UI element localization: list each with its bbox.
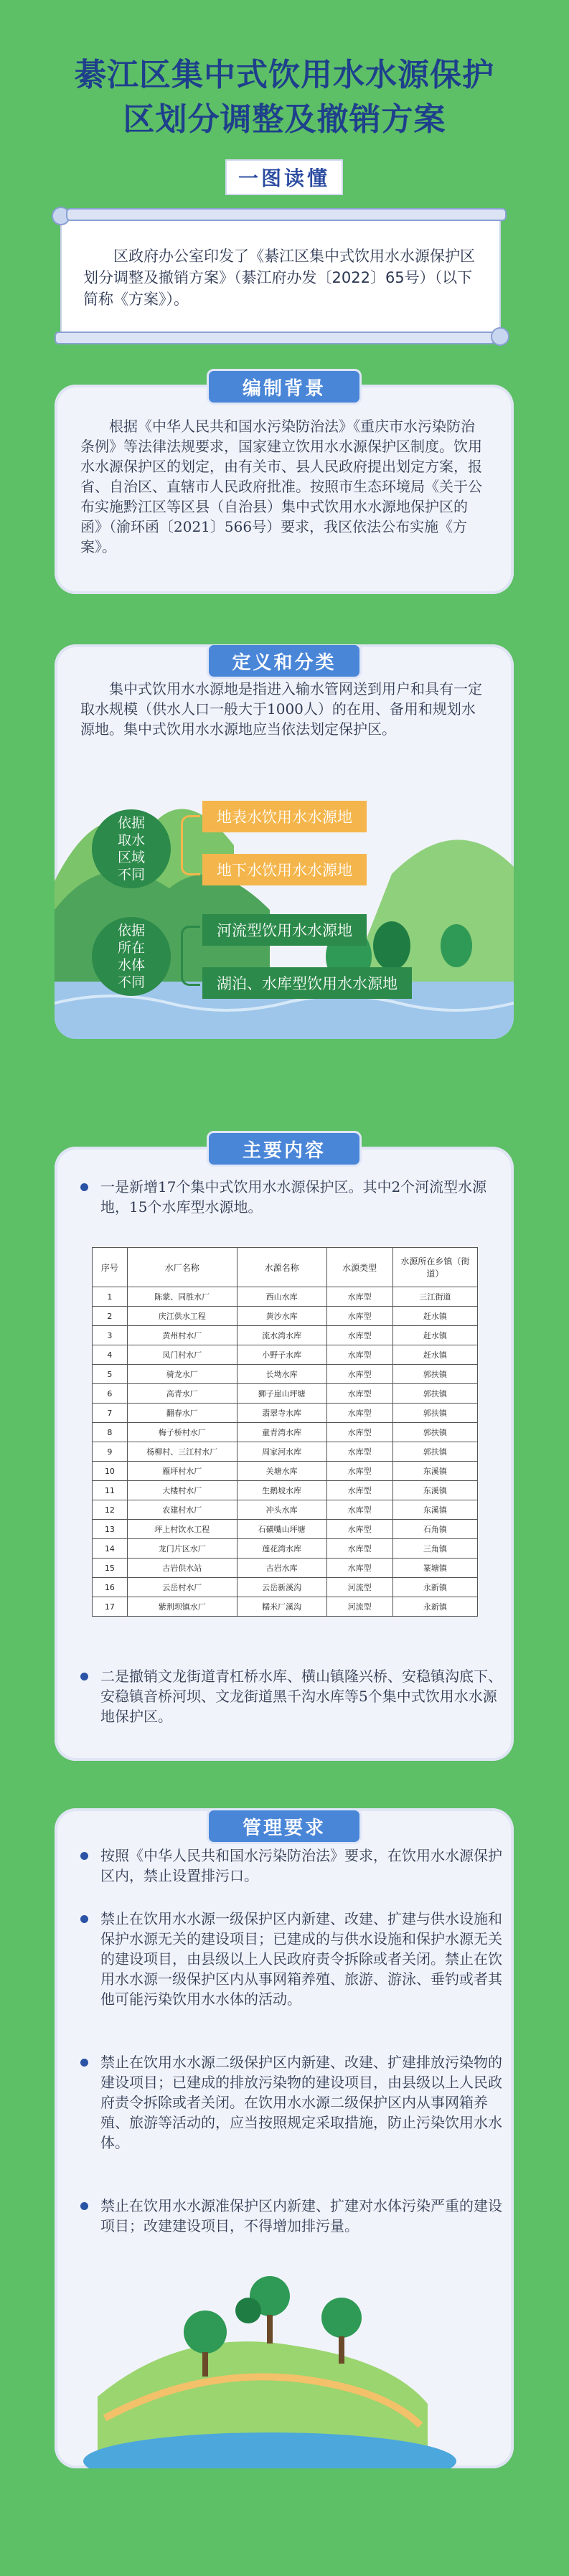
table-cell: 14: [93, 1539, 128, 1559]
page-title: [0, 53, 569, 142]
table-cell: 4: [93, 1345, 128, 1365]
table-cell: 8: [93, 1423, 128, 1442]
tree-3: [441, 924, 472, 967]
table-cell: 东溪镇: [392, 1462, 477, 1481]
table-cell: 流水湾水库: [237, 1326, 326, 1345]
table-cell: 水库型: [326, 1365, 392, 1384]
header-source: 水源名称: [237, 1248, 326, 1287]
table-cell: 云岳村水厂: [127, 1578, 237, 1597]
table-cell: 高青水厂: [127, 1384, 237, 1404]
table-row: [93, 1287, 478, 1307]
table-cell: 长坳水库: [237, 1365, 326, 1384]
main-point-2: 二是撤销文龙街道青杠桥水库、横山镇隆兴桥、安稳镇沟底下、安稳镇音桥河坝、文龙街道黑千沟水库等5个集中式饮用水水源地保护区。: [80, 1666, 509, 1726]
table-row: [93, 1462, 478, 1481]
background-heading: 编制背景: [207, 369, 362, 405]
table-cell: 古岩水库: [237, 1559, 326, 1578]
table-cell: 莲花湾水库: [237, 1539, 326, 1559]
main-point-1: 一是新增17个集中式饮用水水源保护区。其中2个河流型水源地，15个水库型水源地。: [80, 1177, 509, 1217]
table-row: [93, 1481, 478, 1500]
table-cell: 3: [93, 1326, 128, 1345]
table-cell: 水库型: [326, 1326, 392, 1345]
table-cell: 赶水镇: [392, 1326, 477, 1345]
island-tree-2: [184, 2311, 227, 2354]
island-trunk-3: [339, 2336, 344, 2364]
table-cell: 凤门村水厂: [127, 1345, 237, 1365]
table-cell: 骑龙水厂: [127, 1365, 237, 1384]
background-card: [55, 377, 514, 594]
circle2-line3: 水体: [117, 957, 145, 973]
table-cell: 石磺嘴山坪塘: [237, 1520, 326, 1539]
intro-scroll: [60, 214, 501, 339]
management-heading: 管理要求: [207, 1808, 362, 1844]
table-row: [93, 1578, 478, 1597]
table-cell: 永新镇: [392, 1578, 477, 1597]
category-circle-intake: [92, 809, 171, 888]
table-cell: 水库型: [326, 1423, 392, 1442]
table-cell: 17: [93, 1597, 128, 1617]
table-cell: 水库型: [326, 1442, 392, 1462]
management-card: [55, 1808, 514, 2468]
category-circle-waterbody: [92, 917, 171, 996]
table-cell: 11: [93, 1481, 128, 1500]
type-surface-water: 地表水饮用水水源地: [202, 801, 367, 832]
table-cell: 东溪镇: [392, 1481, 477, 1500]
table-cell: 冲头水库: [237, 1500, 326, 1520]
table-row: [93, 1442, 478, 1462]
island-tree-3: [321, 2298, 362, 2338]
table-cell: 紫荆坝镇水厂: [127, 1597, 237, 1617]
table-cell: 河流型: [326, 1597, 392, 1617]
intro-text: 区政府办公室印发了《綦江区集中式饮用水水源保护区划分调整及撤销方案》（綦江府办发〔2022〕65号）（以下简称《方案》）。: [83, 248, 475, 308]
definition-card: [55, 644, 514, 1039]
circle2-line1: 依据: [117, 923, 145, 939]
table-cell: 16: [93, 1578, 128, 1597]
table-row: [93, 1345, 478, 1365]
table-cell: 狮子崖山坪塘: [237, 1384, 326, 1404]
table-row: [93, 1597, 478, 1617]
table-cell: 郭扶镇: [392, 1423, 477, 1442]
table-cell: 梅子桥村水厂: [127, 1423, 237, 1442]
management-item-2: 禁止在饮用水水源一级保护区内新建、改建、扩建与供水设施和保护水源无关的建设项目；已建成的与供水设施和保护水源无关的建设项目，由县级以上人民政府责令拆除或者关闭。禁止在饮用水水源一级保护区内从事网箱养殖、旅游、游泳、垂钓或者其他可能污染饮用水水体的活动。: [80, 1909, 509, 2009]
table-cell: 杨柳村、三江村水厂: [127, 1442, 237, 1462]
table-cell: 水库型: [326, 1384, 392, 1404]
scroll-bottom-rail: [55, 332, 495, 344]
table-row: [93, 1384, 478, 1404]
table-cell: 水库型: [326, 1481, 392, 1500]
table-cell: 郭扶镇: [392, 1365, 477, 1384]
table-cell: 水库型: [326, 1500, 392, 1520]
table-cell: 坪上村饮水工程: [127, 1520, 237, 1539]
table-cell: 6: [93, 1384, 128, 1404]
definition-text: 集中式饮用水水源地是指进入输水管网送到用户和具有一定取水规模（供水人口一般大于1000人）的在用、备用和规划水源地。集中式饮用水水源地应当依法划定保护区。: [80, 680, 482, 738]
table-cell: 石角镇: [392, 1520, 477, 1539]
table-cell: 水库型: [326, 1287, 392, 1307]
scroll-top-rail: [66, 208, 507, 221]
main-heading: 主要内容: [207, 1131, 362, 1167]
table-cell: 2: [93, 1307, 128, 1326]
table-row: [93, 1539, 478, 1559]
table-cell: 陈蒙、同胜水厂: [127, 1287, 237, 1307]
subtitle-badge: 一图读懂: [225, 159, 343, 195]
island-tree-4: [235, 2298, 261, 2323]
table-cell: 翡翠寺水库: [237, 1404, 326, 1423]
table-cell: 黄沙水库: [237, 1307, 326, 1326]
title-line-1: 綦江区集中式饮用水水源保护: [75, 57, 494, 93]
table-cell: 篆塘镇: [392, 1559, 477, 1578]
background-text: 根据《中华人民共和国水污染防治法》《重庆市水污染防治条例》等法律法规要求，国家建立饮用水水源保护区制度。饮用水水源保护区的划定，由有关市、县人民政府提出划定方案，报省、自治区、直辖市人民政府批准。按照市生态环境局《关于公布实施黔江区等区县（自治县）集中式饮用水水源地保护区的函》（渝环函〔2021〕566号）要求，我区依法公布实施《方案》。: [80, 418, 482, 555]
circle1-line3: 区域: [117, 850, 145, 865]
table-cell: 水库型: [326, 1462, 392, 1481]
bracket-2: [181, 926, 200, 986]
table-cell: 三江街道: [392, 1287, 477, 1307]
type-river: 河流型饮用水水源地: [202, 914, 367, 946]
header-town: 水源所在乡镇（街道）: [392, 1248, 477, 1287]
type-groundwater: 地下水饮用水水源地: [202, 854, 367, 885]
table-cell: 生鹅坡水库: [237, 1481, 326, 1500]
table-cell: 郭扶镇: [392, 1384, 477, 1404]
header-type: 水源类型: [326, 1248, 392, 1287]
table-cell: 13: [93, 1520, 128, 1539]
table-cell: 水库型: [326, 1539, 392, 1559]
table-cell: 糯米厂溪沟: [237, 1597, 326, 1617]
table-cell: 水库型: [326, 1345, 392, 1365]
table-cell: 水库型: [326, 1307, 392, 1326]
type-lake-reservoir: 湖泊、水库型饮用水水源地: [202, 967, 412, 999]
table-cell: 庆江供水工程: [127, 1307, 237, 1326]
definition-heading: 定义和分类: [207, 644, 362, 679]
table-row: [93, 1500, 478, 1520]
table-cell: 小野子水库: [237, 1345, 326, 1365]
table-cell: 童青湾水库: [237, 1423, 326, 1442]
table-cell: 郭扶镇: [392, 1442, 477, 1462]
table-cell: 河流型: [326, 1578, 392, 1597]
table-cell: 黄州村水厂: [127, 1326, 237, 1345]
circle2-line4: 不同: [117, 974, 145, 990]
table-cell: 三角镇: [392, 1539, 477, 1559]
bracket-1: [181, 815, 200, 875]
table-cell: 水库型: [326, 1520, 392, 1539]
circle1-line2: 取水: [117, 832, 145, 848]
table-cell: 12: [93, 1500, 128, 1520]
table-cell: 1: [93, 1287, 128, 1307]
table-cell: 龙门片区水厂: [127, 1539, 237, 1559]
table-cell: 周家河水库: [237, 1442, 326, 1462]
table-cell: 9: [93, 1442, 128, 1462]
island-trunk-2: [202, 2352, 208, 2377]
header-index: 序号: [93, 1248, 128, 1287]
table-cell: 西山水库: [237, 1287, 326, 1307]
table-cell: 7: [93, 1404, 128, 1423]
table-cell: 水库型: [326, 1559, 392, 1578]
table-cell: 赶水镇: [392, 1345, 477, 1365]
table-cell: 关塘水库: [237, 1462, 326, 1481]
table-cell: 雁坪村水厂: [127, 1462, 237, 1481]
management-item-3: 禁止在饮用水水源二级保护区内新建、改建、扩建排放污染物的建设项目；已建成的排放污染物的建设项目，由县级以上人民政府责令拆除或者关闭。在饮用水水源二级保护区内从事网箱养殖、旅游等活动的，应当按照规定采取措施，防止污染饮用水水体。: [80, 2052, 509, 2153]
island-trunk-1: [267, 2315, 273, 2344]
water-source-table: [92, 1247, 478, 1617]
island-illustration: [55, 2253, 514, 2468]
circle1-line1: 依据: [117, 815, 145, 831]
table-row: [93, 1326, 478, 1345]
table-cell: 赶水镇: [392, 1307, 477, 1326]
table-row: [93, 1423, 478, 1442]
tree-2: [373, 921, 410, 970]
table-cell: 永新镇: [392, 1597, 477, 1617]
main-content-card: [55, 1139, 514, 1761]
table-cell: 水库型: [326, 1404, 392, 1423]
table-cell: 郭扶镇: [392, 1404, 477, 1423]
table-cell: 翻春水厂: [127, 1404, 237, 1423]
management-item-1: 按照《中华人民共和国水污染防治法》要求，在饮用水水源保护区内，禁止设置排污口。: [80, 1846, 509, 1886]
table-row: [93, 1404, 478, 1423]
table-row: [93, 1365, 478, 1384]
table-row: [93, 1559, 478, 1578]
header-plant: 水厂名称: [127, 1248, 237, 1287]
table-cell: 农建村水厂: [127, 1500, 237, 1520]
table-cell: 15: [93, 1559, 128, 1578]
circle1-line4: 不同: [117, 867, 145, 883]
table-cell: 古岩供水站: [127, 1559, 237, 1578]
circle2-line2: 所在: [117, 940, 145, 956]
table-row: [93, 1307, 478, 1326]
table-row: [93, 1520, 478, 1539]
title-line-2: 区划分调整及撤销方案: [123, 101, 446, 138]
table-cell: 东溪镇: [392, 1500, 477, 1520]
table-cell: 云岳新溪沟: [237, 1578, 326, 1597]
table-cell: 10: [93, 1462, 128, 1481]
table-cell: 大楼村水厂: [127, 1481, 237, 1500]
table-cell: 5: [93, 1365, 128, 1384]
management-item-4: 禁止在饮用水水源准保护区内新建、扩建对水体污染严重的建设项目；改建建设项目，不得增加排污量。: [80, 2196, 509, 2236]
table-header-row: [93, 1248, 478, 1287]
